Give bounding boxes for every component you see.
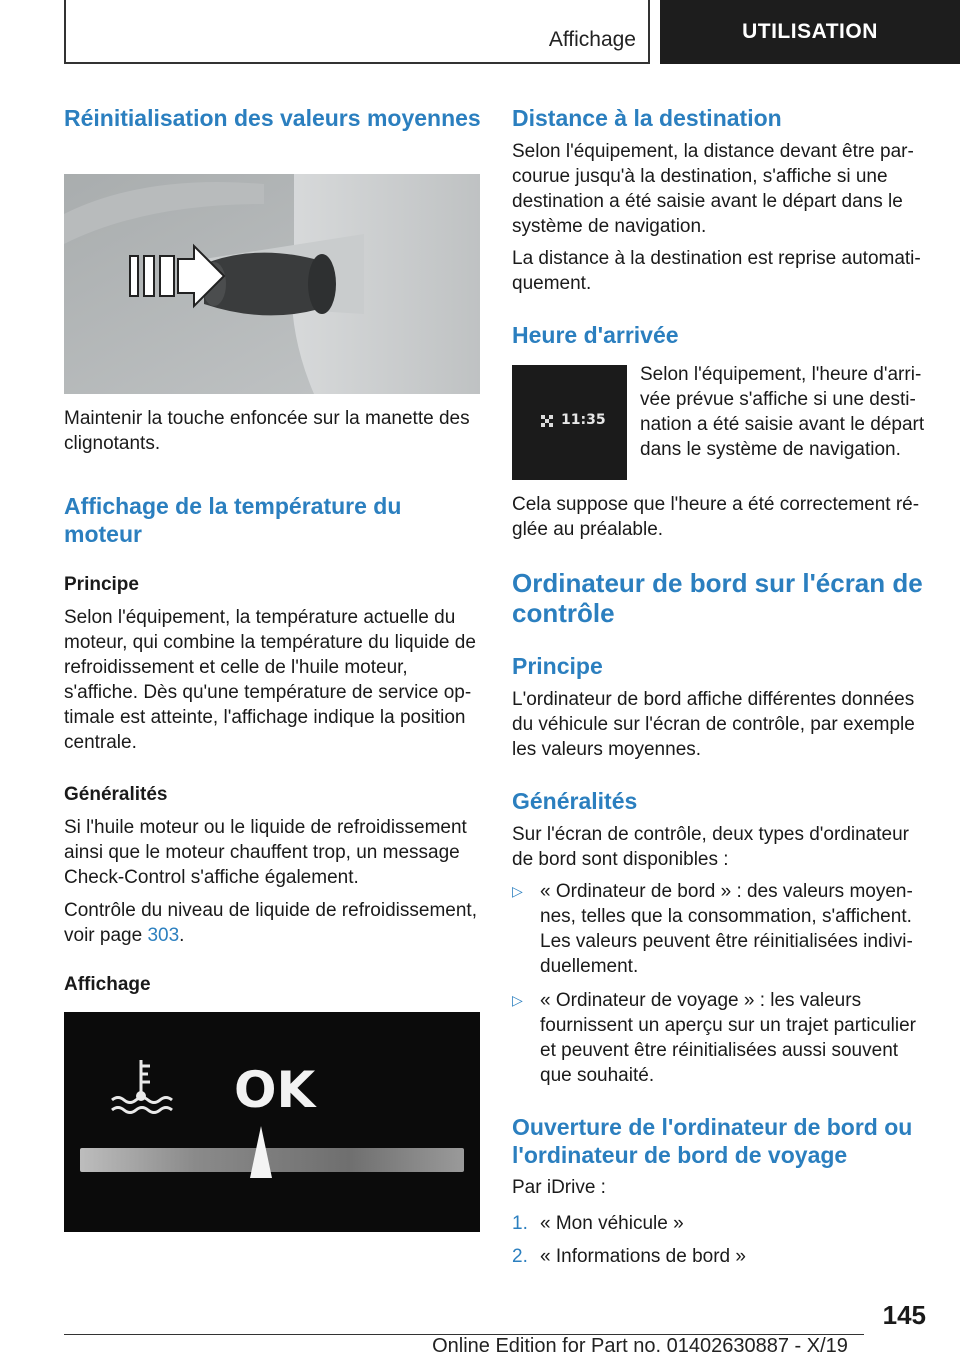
- heading-opening-computer: Ouverture de l'ordinateur de bord ou l'ordinateur de bord de voyage: [512, 1114, 913, 1168]
- arrival-text: Selon l'équipement, l'heure d'arrivée prévue s'affiche si une destination a été saisie avant le départ dans le système de navigation.: [640, 364, 925, 460]
- bullet-trip-computer: [512, 988, 928, 1088]
- par-idrive: Par iDrive :: [512, 1177, 606, 1198]
- heading-generalites-right: Généralités: [512, 788, 638, 814]
- arrival-time-value: 11:35: [561, 412, 606, 428]
- arrival-time-display: [512, 365, 627, 480]
- header-separator: [648, 0, 650, 64]
- step-mon-vehicule: « Mon véhicule »: [540, 1213, 684, 1234]
- edition-line: Online Edition for Part no. 01402630887 - X/19: [432, 1335, 848, 1357]
- header-bottom-rule: [64, 62, 650, 64]
- onboard-generalites-text: Sur l'écran de contrôle, deux types d'ordinateur de bord sont disponibles :: [512, 824, 909, 870]
- distance-text-1: Selon l'équipement, la distance devant être parcourue jusqu'à la destination, s'affiche si une destination a été saisie avant le départ dans le système de navigation.: [512, 141, 914, 237]
- header-left-rule: [64, 0, 66, 64]
- bullet-triangle-icon: ▷: [512, 992, 523, 1008]
- bullet-triangle-icon: ▷: [512, 883, 523, 899]
- bullet-text: « Ordinateur de voyage » : les valeurs fournissent un aperçu sur un trajet particulier et peuvent être réinitialisées aussi souvent que souhaité.: [540, 990, 916, 1086]
- subheading-affichage: Affichage: [64, 974, 151, 995]
- temperature-gauge-display: [64, 1012, 480, 1232]
- onboard-principe-text: L'ordinateur de bord affiche différentes données du véhicule sur l'écran de contrôle, par exemple les valeurs moyennes.: [512, 689, 915, 760]
- heading-onboard-computer: Ordinateur de bord sur l'écran de contrôle: [512, 568, 923, 628]
- gauge-status-ok: OK: [234, 1061, 316, 1119]
- stalk-photo: [64, 174, 480, 394]
- coolant-check-label: Contrôle du niveau de liquide de refroidissement, voir page: [64, 900, 477, 946]
- coolant-check-end: .: [179, 925, 185, 946]
- heading-reset-averages: Réinitialisation des valeurs moyennes: [64, 105, 481, 131]
- step-informations-de-bord: « Informations de bord »: [540, 1246, 746, 1267]
- subheading-generalites: Généralités: [64, 784, 168, 805]
- gauge-pointer: [248, 1124, 274, 1180]
- coolant-temperature-icon: [108, 1056, 174, 1120]
- arrival-text-2: Cela suppose que l'heure a été correctement réglée au préalable.: [512, 494, 920, 540]
- heading-principe-right: Principe: [512, 653, 603, 679]
- principe-text: Selon l'équipement, la température actuelle du moteur, qui combine la température du liquide de refroidissement et celle de l'huile moteur, s'affiche. Dès qu'une température de service optimale est atteinte, l'affichage indique la position centrale.: [64, 607, 476, 753]
- heading-engine-temperature: Affichage de la température du moteur: [64, 493, 402, 547]
- bullet-onboard-computer: [512, 879, 928, 979]
- subheading-principe: Principe: [64, 574, 139, 595]
- distance-text-2: La distance à la destination est reprise automatiquement.: [512, 248, 921, 294]
- header-section-title: Affichage: [548, 28, 636, 51]
- destination-flag-icon: [540, 414, 556, 430]
- page-number: 145: [882, 1300, 926, 1330]
- bullet-text: « Ordinateur de bord » : des valeurs moyennes, telles que la consommation, s'affichent. Les valeurs peuvent être réinitialisées individuellement.: [540, 881, 913, 977]
- step-number-2: 2.: [512, 1246, 528, 1267]
- header-chapter-tab: UTILISATION: [660, 0, 960, 64]
- heading-distance: Distance à la destination: [512, 105, 782, 131]
- coolant-check-text: [64, 898, 484, 948]
- caption-stalk: Maintenir la touche enfoncée sur la manette des clignotants.: [64, 408, 470, 454]
- generalites-text: Si l'huile moteur ou le liquide de refroidissement ainsi que le moteur chauffent trop, un message Check-Control s'affiche également.: [64, 817, 467, 888]
- heading-arrival-time: Heure d'arrivée: [512, 322, 679, 348]
- step-number-1: 1.: [512, 1213, 528, 1234]
- page-link-303[interactable]: 303: [147, 925, 180, 946]
